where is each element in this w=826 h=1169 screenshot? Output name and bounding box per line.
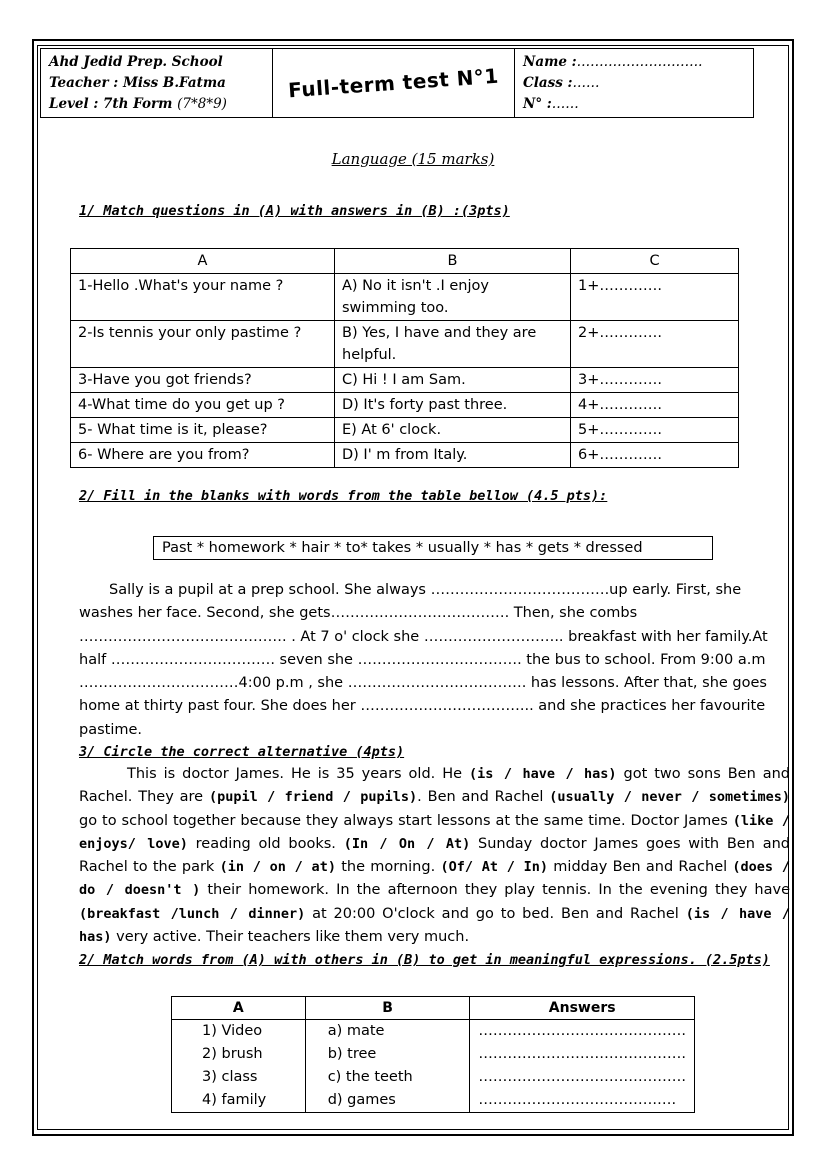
col-header-a: A [71,249,335,274]
text-span: This is doctor James. He is 35 years old. He [127,766,469,782]
match-blank[interactable]: 2+…………. [571,321,739,368]
answer-blank[interactable]: ……………………………….…. [478,1092,677,1108]
number-label: N° : [523,96,552,112]
exercise-3-title: 3/ Circle the correct alternative (4pts) [79,744,405,760]
col-header-c: C [571,249,739,274]
number-blank[interactable]: …… [551,96,579,112]
col-header-b: B [335,249,571,274]
text-span: their homework. In the afternoon they play tennis. In the evening they have [200,882,790,899]
answers-list [470,1020,695,1113]
list-item: b) tree [327,1046,377,1062]
table-row [71,443,739,468]
header-box [40,48,754,118]
question-cell: 6- Where are you from? [71,443,335,468]
match-blank[interactable]: 1+…………. [571,274,739,321]
list-item: c) the teeth [327,1069,413,1085]
section-title: Language (15 marks) [331,150,495,168]
answer-cell: D) It's forty past three. [335,393,571,418]
question-cell: 5- What time is it, please? [71,418,335,443]
alternative-choice[interactable]: (pupil / friend / pupils) [208,789,418,806]
school-info [41,49,273,117]
match-blank[interactable]: 4+…………. [571,393,739,418]
text-span: midday Ben and Rachel [548,859,733,876]
level [49,94,264,115]
name-label: Name : [523,54,577,70]
text-span: at 20:00 O'clock and go to bed. Ben and Rachel [305,905,686,922]
text-span: . Ben and Rachel [417,789,550,806]
student-info [515,49,753,117]
table-row [172,1020,695,1113]
answer-blank[interactable]: ……………………………………. [478,1023,686,1039]
list-item: a) mate [327,1023,385,1039]
answer-blank[interactable]: ……………………………………. [478,1046,686,1062]
match-table-1 [70,248,739,468]
fill-in-text: Sally is a pupil at a prep school. She always ……………………………….up early. First, she washes her face. Second, she gets………………………………. Then, she combs ……………………………………. . At 7 o' clock she ……………………….. breakfast with her family.At half ……………………………. seven she ……………………………. the bus to school. From 9:00 a.m ……………………………4:00 p.m , she ………………………………. has lessons. After that, she goes home at thirty past four. She does her ……………………………... and she practices her favourite pastime. [79,582,768,738]
list-item: 4) family [202,1092,267,1108]
word-list-b [305,1020,470,1113]
school-name: Ahd Jedid Prep. School [49,54,223,70]
name-line [523,52,745,73]
answer-cell: C) Hi ! I am Sam. [335,368,571,393]
text-span: go to school together because they always start lessons at the same time. Doctor James [79,812,733,829]
col-header-answers: Answers [470,997,695,1020]
question-cell: 1-Hello .What's your name ? [71,274,335,321]
class-label: Class : [523,75,573,91]
number-line [523,94,745,115]
word-list-a [172,1020,306,1113]
list-item: 3) class [202,1069,258,1085]
text-span: the morning. [335,859,441,876]
answer-cell: E) At 6' clock. [335,418,571,443]
name-blank[interactable]: ………………………. [576,54,703,70]
question-cell: 4-What time do you get up ? [71,393,335,418]
circle-paragraph [79,763,790,949]
answer-blank[interactable]: ……………………………………. [478,1069,686,1085]
level-label: Level : 7th Form [49,96,173,112]
alternative-choice[interactable]: (is / have / has) [469,766,617,782]
match-blank[interactable]: 5+…………. [571,418,739,443]
table-row [71,321,739,368]
table-row [71,274,739,321]
alternative-choice[interactable]: (in / on / at) [219,859,336,876]
table-header-row [172,997,695,1020]
fill-in-paragraph[interactable] [79,579,790,742]
teacher-name: Teacher : Miss B.Fatma [49,75,226,91]
exercise-4-title: 2/ Match words from (A) with others in (B) to get in meaningful expressions. (2.5pts) [79,952,770,968]
list-item: 2) brush [202,1046,263,1062]
question-cell: 2-Is tennis your only pastime ? [71,321,335,368]
table-row [71,368,739,393]
list-item: 1) Video [202,1023,263,1039]
match-table-2 [171,996,695,1113]
answer-cell: A) No it isn't .I enjoy swimming too. [335,274,571,321]
table-row [71,418,739,443]
alternative-choice[interactable]: (is / have / has) [79,905,790,946]
class-line [523,73,745,94]
match-blank[interactable]: 6+…………. [571,443,739,468]
answer-cell: D) I' m from Italy. [335,443,571,468]
col-header-a: A [172,997,306,1020]
alternative-choice[interactable]: (like / enjoys/ love) [79,812,790,852]
table-header-row [71,249,739,274]
level-classes: (7*8*9) [177,96,227,112]
exercise-1-title: 1/ Match questions in (A) with answers in (B) :(3pts) [79,203,510,219]
list-item: d) games [327,1092,396,1108]
answer-cell: B) Yes, I have and they are helpful. [335,321,571,368]
table-row [71,393,739,418]
word-bank: Past * homework * hair * to* takes * usually * has * gets * dressed [153,536,713,560]
text-span: got two sons Ben and Rachel. They are [79,766,791,806]
alternative-choice[interactable]: (usually / never / sometimes) [549,789,790,806]
alternative-choice[interactable]: (Of/ At / In) [440,859,549,876]
alternative-choice[interactable]: (breakfast /lunch / dinner) [79,905,306,922]
title-cell [273,49,515,117]
alternative-choice[interactable]: (In / On / At) [343,835,471,852]
match-blank[interactable]: 3+…………. [571,368,739,393]
test-title: Full-term test N°1 [287,63,500,103]
alternative-choice[interactable]: (does / do / doesn't ) [79,859,790,899]
text-span: Sunday doctor James goes with Ben and Rachel to the park [79,835,790,876]
col-header-b: B [305,997,470,1020]
question-cell: 3-Have you got friends? [71,368,335,393]
text-span: reading old books. [187,835,344,852]
exercise-2-title: 2/ Fill in the blanks with words from the table bellow (4.5 pts): [79,488,608,504]
class-blank[interactable]: …… [572,75,600,91]
text-span: very active. Their teachers like them very much. [111,929,470,946]
